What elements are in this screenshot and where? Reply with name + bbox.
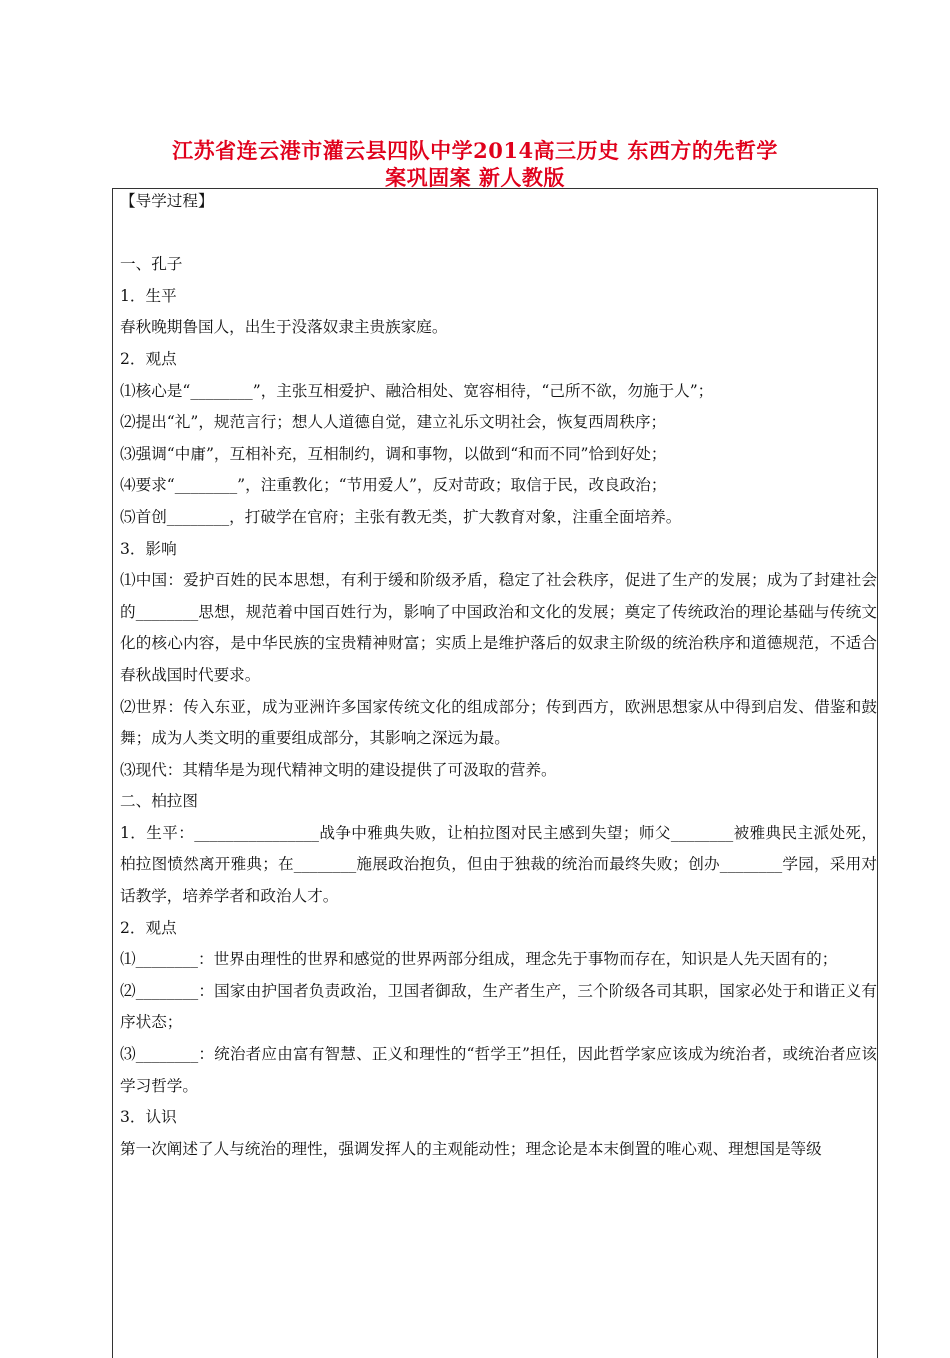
document-title-line-1: 江苏省连云港市灌云县四队中学2014高三历史 东西方的先哲学 xyxy=(172,138,778,163)
confucius-views-heading: 2．观点 xyxy=(120,349,177,368)
confucius-view-4: ⑷要求“________”，注重教化；“节用爱人”，反对苛政；取信于民，改良政治； xyxy=(120,476,667,495)
confucius-influence-modern: ⑶现代：其精华是为现代精神文明的建设提供了可汲取的营养。 xyxy=(120,760,557,779)
plato-view-2: ⑵________：国家由护国者负责政治，卫国者御敌，生产者生产，三个阶级各司其职，国家必处于和谐正义有序状态； xyxy=(120,981,877,1032)
plato-life-text: 1．生平：________________战争中雅典失败，让柏拉图对民主感到失望；师父________被雅典民主派处死，柏拉图愤然离开雅典；在________施展政治抱负，但由于独裁的统治而最终失败；创办________学园，采用对话教学，培养学者和政治人才。 xyxy=(120,823,877,906)
confucius-life-text: 春秋晚期鲁国人，出生于没落奴隶主贵族家庭。 xyxy=(120,318,448,337)
confucius-view-2: ⑵提出“礼”，规范言行；想人人道德自觉，建立礼乐文明社会，恢复西周秩序； xyxy=(120,413,667,432)
plato-view-1: ⑴________：世界由理性的世界和感觉的世界两部分组成，理念先于事物而存在，知识是人先天固有的； xyxy=(120,950,838,969)
plato-heading: 二、柏拉图 xyxy=(120,792,198,811)
plato-views-heading: 2．观点 xyxy=(120,918,177,937)
plato-view-3: ⑶________：统治者应由富有智慧、正义和理性的“哲学王”担任，因此哲学家应该成为统治者，或统治者应该学习哲学。 xyxy=(120,1045,877,1095)
confucius-view-3: ⑶强调“中庸”，互相补充，互相制约，调和事物，以做到“和而不同”恰到好处； xyxy=(120,444,667,463)
confucius-view-1: ⑴核心是“________”，主张互相爱护、融洽相处、宽容相待，“己所不欲，勿施于人”； xyxy=(120,381,714,400)
confucius-influence-world: ⑵世界：传入东亚，成为亚洲许多国家传统文化的组成部分；传到西方，欧洲思想家从中得到启发、借鉴和鼓舞；成为人类文明的重要组成部分，其影响之深远为最。 xyxy=(120,697,877,748)
document-title-line-2: 案巩固案 新人教版 xyxy=(385,165,565,190)
confucius-influence-heading: 3．影响 xyxy=(120,539,177,558)
plato-understanding-heading: 3．认识 xyxy=(120,1108,177,1127)
study-guide-content xyxy=(120,186,877,1165)
confucius-influence-china: ⑴中国：爱护百姓的民本思想，有利于缓和阶级矛盾，稳定了社会秩序，促进了生产的发展；成为了封建社会的________思想，规范着中国百姓行为，影响了中国政治和文化的发展；奠定了传统政治的理论基础与传统文化的核心内容，是中华民族的宝贵精神财富；实质上是维护落后的奴隶主阶级的统治秩序和道德规范，不适合春秋战国时代要求。 xyxy=(120,571,877,684)
confucius-heading: 一、孔子 xyxy=(120,255,183,274)
section-label: 【导学过程】 xyxy=(120,192,214,210)
confucius-view-5: ⑸首创________，打破学在官府；主张有教无类，扩大教育对象，注重全面培养。 xyxy=(120,507,682,526)
blank-line xyxy=(120,218,877,250)
confucius-life-heading: 1．生平 xyxy=(120,286,177,305)
plato-understanding-text: 第一次阐述了人与统治的理性，强调发挥人的主观能动性；理念论是本末倒置的唯心观、理想国是等级 xyxy=(120,1139,822,1158)
